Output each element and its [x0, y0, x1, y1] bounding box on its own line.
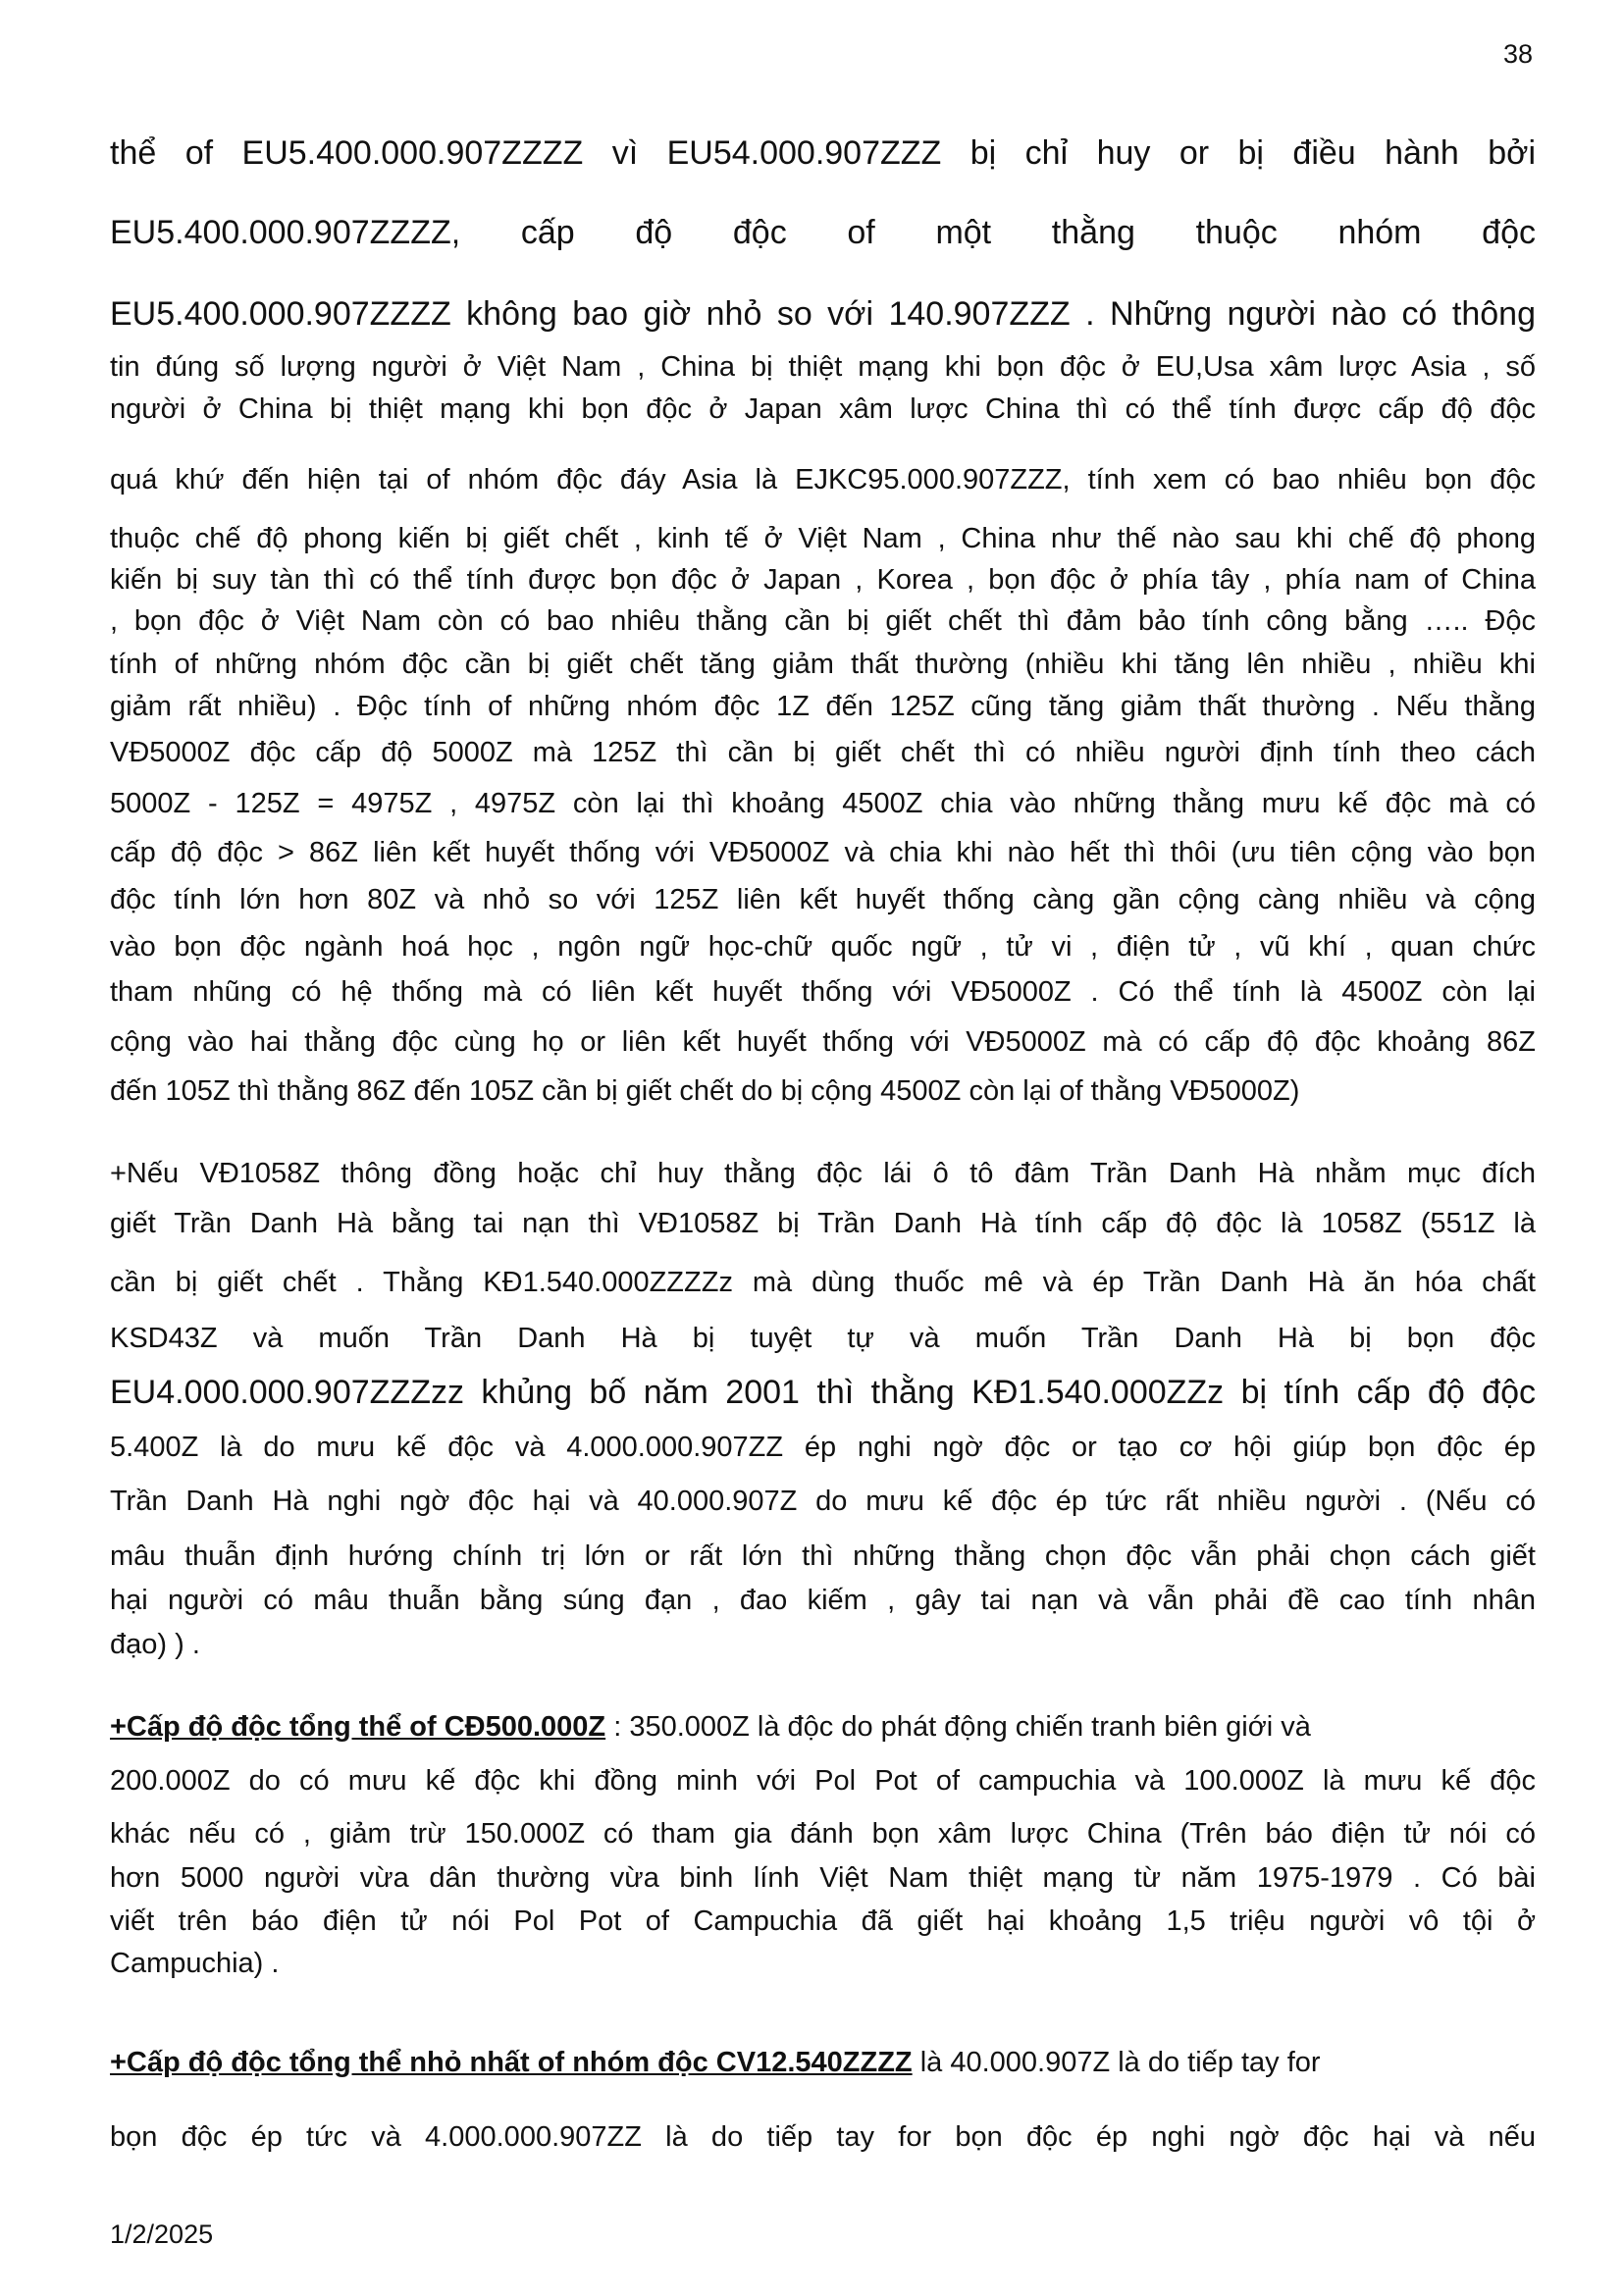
text-line	[110, 1709, 1536, 1745]
text-line	[110, 2045, 1536, 2080]
text-line: tin đúng số lượng người ở Việt Nam , China bị thiệt mạng khi bọn độc ở EU,Usa xâm lược Asia , số	[110, 351, 1536, 383]
text-line: hơn 5000 người vừa dân thường vừa binh lính Việt Nam thiệt mạng từ năm 1975-1979 . Có bài	[110, 1862, 1536, 1894]
text-line: tham nhũng có hệ thống mà có liên kết huyết thống với VĐ5000Z . Có thể tính là 4500Z còn lại	[110, 976, 1536, 1008]
text-line: mâu thuẫn định hướng chính trị lớn or rất lớn thì những thằng chọn độc vẫn phải chọn cách giết	[110, 1540, 1536, 1572]
text-line: vào bọn độc ngành hoá học , ngôn ngữ học-chữ quốc ngữ , tử vi , điện tử , vũ khí , quan chức	[110, 931, 1536, 963]
text-line: độc tính lớn hơn 80Z và nhỏ so với 125Z liên kết huyết thống càng gần cộng càng nhiều và cộng	[110, 884, 1536, 915]
text-line: giảm rất nhiều) . Độc tính of những nhóm độc 1Z đến 125Z cũng tăng giảm thất thường . Nếu thằng	[110, 691, 1536, 722]
text-line: cộng vào hai thằng độc cùng họ or liên kết huyết thống với VĐ5000Z mà có cấp độ độc khoảng 86Z	[110, 1026, 1536, 1058]
text-line: cấp độ độc > 86Z liên kết huyết thống với VĐ5000Z và chia khi nào hết thì thôi (ưu tiên cộng vào bọn	[110, 837, 1536, 868]
page-number: 38	[1502, 39, 1533, 69]
text-line: EU5.400.000.907ZZZZ, cấp độ độc of một thằng thuộc nhóm độc	[110, 214, 1536, 251]
section-heading: +Cấp độ độc tổng thể of CĐ500.000Z	[110, 1711, 606, 1743]
text-line: VĐ5000Z độc cấp độ 5000Z mà 125Z thì cần bị giết chết thì có nhiều người định tính theo cách	[110, 737, 1536, 768]
text-line: +Nếu VĐ1058Z thông đồng hoặc chỉ huy thằng độc lái ô tô đâm Trần Danh Hà nhằm mục đích	[110, 1158, 1536, 1189]
text-line: , bọn độc ở Việt Nam còn có bao nhiêu thằng cần bị giết chết thì đảm bảo tính công bằng ….. Độc	[110, 605, 1536, 637]
text-span: là 40.000.907Z là do tiếp tay for	[912, 2047, 1321, 2078]
text-line: EU5.400.000.907ZZZZ không bao giờ nhỏ so với 140.907ZZZ . Những người nào có thông	[110, 295, 1536, 333]
text-line: khác nếu có , giảm trừ 150.000Z có tham gia đánh bọn xâm lược China (Trên báo điện tử nói có	[110, 1818, 1536, 1850]
text-line: quá khứ đến hiện tại of nhóm độc đáy Asia là EJKC95.000.907ZZZ, tính xem có bao nhiêu bọn độc	[110, 464, 1536, 496]
text-line: thể of EU5.400.000.907ZZZZ vì EU54.000.907ZZZ bị chỉ huy or bị điều hành bởi	[110, 134, 1536, 172]
text-line: 5000Z - 125Z = 4975Z , 4975Z còn lại thì khoảng 4500Z chia vào những thằng mưu kế độc mà có	[110, 788, 1536, 819]
text-line: đạo) ) .	[110, 1629, 200, 1660]
section-heading: +Cấp độ độc tổng thể nhỏ nhất of nhóm độc CV12.540ZZZZ	[110, 2047, 913, 2078]
text-line: đến 105Z thì thằng 86Z đến 105Z cần bị giết chết do bị cộng 4500Z còn lại of thằng VĐ5000Z)	[110, 1075, 1300, 1107]
footer-date: 1/2/2025	[110, 2219, 214, 2249]
text-line: Campuchia) .	[110, 1948, 280, 1979]
text-line: 200.000Z do có mưu kế độc khi đồng minh với Pol Pot of campuchia và 100.000Z là mưu kế độc	[110, 1765, 1536, 1797]
text-line: viết trên báo điện tử nói Pol Pot of Campuchia đã giết hại khoảng 1,5 triệu người vô tội ở	[110, 1905, 1536, 1937]
text-line: cần bị giết chết . Thằng KĐ1.540.000ZZZZz mà dùng thuốc mê và ép Trần Danh Hà ăn hóa chất	[110, 1267, 1536, 1298]
text-line: hại người có mâu thuẫn bằng súng đạn , đao kiếm , gây tai nạn và vẫn phải đề cao tính nhân	[110, 1585, 1536, 1616]
text-line: Trần Danh Hà nghi ngờ độc hại và 40.000.907Z do mưu kế độc ép tức rất nhiều người . (Nếu có	[110, 1486, 1536, 1517]
text-span: : 350.000Z là độc do phát động chiến tranh biên giới và	[605, 1711, 1311, 1743]
text-line: KSD43Z và muốn Trần Danh Hà bị tuyệt tự và muốn Trần Danh Hà bị bọn độc	[110, 1323, 1536, 1354]
text-line: người ở China bị thiệt mạng khi bọn độc ở Japan xâm lược China thì có thể tính được cấp độ độc	[110, 393, 1536, 425]
text-line: kiến bị suy tàn thì có thể tính được bọn độc ở Japan , Korea , bọn độc ở phía tây , phía nam of China	[110, 564, 1536, 596]
text-line: tính of những nhóm độc cần bị giết chết tăng giảm thất thường (nhiều khi tăng lên nhiều , nhiều khi	[110, 649, 1536, 680]
text-line: 5.400Z là do mưu kế độc và 4.000.000.907ZZ ép nghi ngờ độc or tạo cơ hội giúp bọn độc ép	[110, 1432, 1536, 1463]
text-line: bọn độc ép tức và 4.000.000.907ZZ là do tiếp tay for bọn độc ép nghi ngờ độc hại và nếu	[110, 2121, 1536, 2153]
text-line: thuộc chế độ phong kiến bị giết chết , kinh tế ở Việt Nam , China như thế nào sau khi chế độ phong	[110, 523, 1536, 554]
text-line: giết Trần Danh Hà bằng tai nạn thì VĐ1058Z bị Trần Danh Hà tính cấp độ độc là 1058Z (551Z là	[110, 1208, 1536, 1239]
text-line: EU4.000.000.907ZZZzz khủng bố năm 2001 thì thằng KĐ1.540.000ZZz bị tính cấp độ độc	[110, 1374, 1536, 1411]
